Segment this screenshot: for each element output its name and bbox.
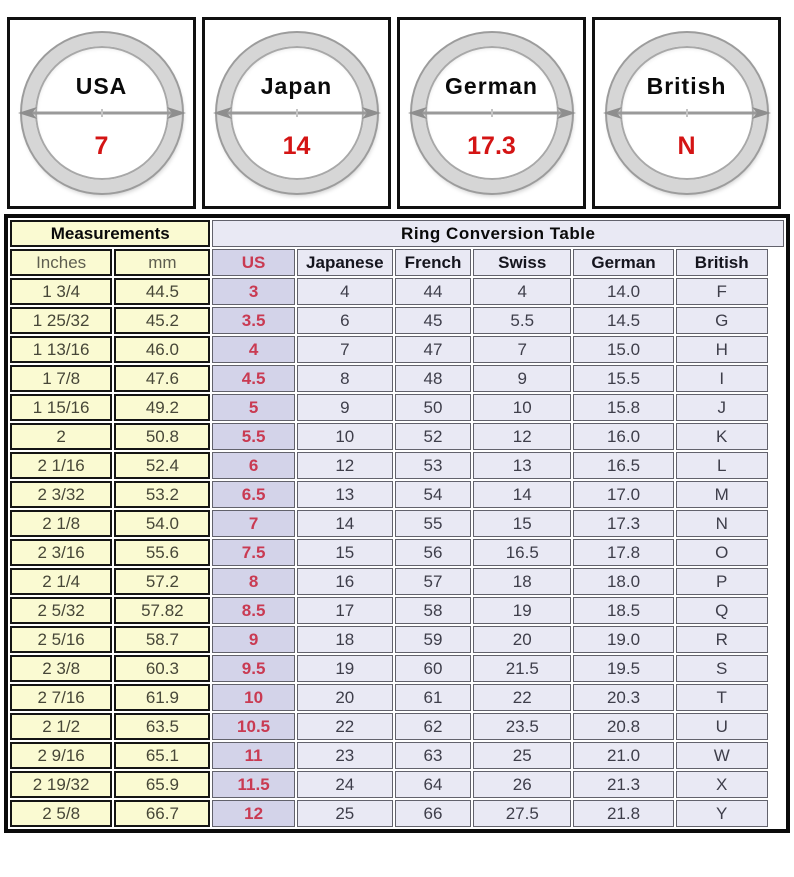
ring-country-label: German [445, 73, 538, 99]
ring-diagram-british [592, 17, 781, 209]
cell-german: 17.0 [573, 481, 673, 508]
cell-mm: 65.9 [114, 771, 210, 798]
table-row [10, 394, 784, 421]
cell-mm: 55.6 [114, 539, 210, 566]
ring-diagram-usa [7, 17, 196, 209]
cell-french: 60 [395, 655, 471, 682]
cell-mm: 47.6 [114, 365, 210, 392]
cell-swiss: 25 [473, 742, 571, 769]
cell-filler [770, 713, 784, 740]
cell-filler [770, 597, 784, 624]
cell-japanese: 10 [297, 423, 393, 450]
cell-swiss: 4 [473, 278, 571, 305]
cell-inches: 2 1/4 [10, 568, 112, 595]
cell-swiss: 14 [473, 481, 571, 508]
cell-mm: 46.0 [114, 336, 210, 363]
cell-inches: 1 3/4 [10, 278, 112, 305]
cell-inches: 2 19/32 [10, 771, 112, 798]
cell-german: 14.0 [573, 278, 673, 305]
cell-swiss: 18 [473, 568, 571, 595]
cell-japanese: 23 [297, 742, 393, 769]
cell-german: 21.8 [573, 800, 673, 827]
cell-swiss: 21.5 [473, 655, 571, 682]
cell-filler [770, 423, 784, 450]
cell-japanese: 20 [297, 684, 393, 711]
section-header-row [10, 220, 784, 247]
measurements-header: Measurements [10, 220, 210, 247]
cell-japanese: 12 [297, 452, 393, 479]
cell-inches: 1 15/16 [10, 394, 112, 421]
cell-german: 19.5 [573, 655, 673, 682]
cell-swiss: 27.5 [473, 800, 571, 827]
cell-filler [770, 481, 784, 508]
cell-british: U [676, 713, 768, 740]
cell-filler [770, 539, 784, 566]
cell-british: L [676, 452, 768, 479]
cell-filler [770, 307, 784, 334]
table-row [10, 655, 784, 682]
table-row [10, 452, 784, 479]
cell-german: 21.0 [573, 742, 673, 769]
table-row [10, 539, 784, 566]
cell-inches: 2 5/32 [10, 597, 112, 624]
cell-inches: 2 1/8 [10, 510, 112, 537]
cell-german: 18.5 [573, 597, 673, 624]
cell-us: 4.5 [212, 365, 294, 392]
cell-british: N [676, 510, 768, 537]
ring-country-label: USA [75, 73, 128, 99]
cell-german: 16.0 [573, 423, 673, 450]
cell-swiss: 9 [473, 365, 571, 392]
cell-british: Y [676, 800, 768, 827]
cell-british: W [676, 742, 768, 769]
table-row [10, 713, 784, 740]
col-header-british: British [676, 249, 768, 276]
conversion-table-title: Ring Conversion Table [212, 220, 784, 247]
cell-mm: 66.7 [114, 800, 210, 827]
cell-japanese: 25 [297, 800, 393, 827]
diameter-arrow-icon [18, 104, 186, 122]
col-header-japanese: Japanese [297, 249, 393, 276]
cell-british: R [676, 626, 768, 653]
cell-inches: 2 9/16 [10, 742, 112, 769]
table-row [10, 568, 784, 595]
cell-filler [770, 365, 784, 392]
cell-japanese: 15 [297, 539, 393, 566]
cell-british: H [676, 336, 768, 363]
ring-country-label: British [646, 73, 727, 99]
cell-mm: 45.2 [114, 307, 210, 334]
cell-german: 18.0 [573, 568, 673, 595]
diameter-arrow-icon [213, 104, 381, 122]
cell-japanese: 7 [297, 336, 393, 363]
table-row [10, 336, 784, 363]
table-row [10, 423, 784, 450]
cell-mm: 53.2 [114, 481, 210, 508]
cell-french: 54 [395, 481, 471, 508]
cell-british: P [676, 568, 768, 595]
cell-us: 12 [212, 800, 294, 827]
cell-british: J [676, 394, 768, 421]
ring-diagram-german [397, 17, 586, 209]
cell-us: 10.5 [212, 713, 294, 740]
table-row [10, 684, 784, 711]
diameter-arrow-icon [603, 104, 771, 122]
cell-filler [770, 452, 784, 479]
cell-german: 20.8 [573, 713, 673, 740]
cell-us: 11 [212, 742, 294, 769]
cell-british: M [676, 481, 768, 508]
cell-mm: 54.0 [114, 510, 210, 537]
cell-us: 7.5 [212, 539, 294, 566]
table-row [10, 278, 784, 305]
cell-mm: 65.1 [114, 742, 210, 769]
cell-filler [770, 742, 784, 769]
cell-filler [770, 510, 784, 537]
cell-us: 6.5 [212, 481, 294, 508]
cell-mm: 50.8 [114, 423, 210, 450]
cell-british: I [676, 365, 768, 392]
cell-british: T [676, 684, 768, 711]
ring-conversion-table [4, 214, 790, 833]
cell-british: G [676, 307, 768, 334]
cell-british: Q [676, 597, 768, 624]
cell-french: 53 [395, 452, 471, 479]
cell-inches: 2 3/32 [10, 481, 112, 508]
cell-japanese: 9 [297, 394, 393, 421]
cell-inches: 2 3/16 [10, 539, 112, 566]
cell-german: 14.5 [573, 307, 673, 334]
cell-swiss: 12 [473, 423, 571, 450]
cell-french: 44 [395, 278, 471, 305]
cell-german: 21.3 [573, 771, 673, 798]
cell-us: 6 [212, 452, 294, 479]
col-header-german: German [573, 249, 673, 276]
cell-japanese: 17 [297, 597, 393, 624]
cell-inches: 2 1/16 [10, 452, 112, 479]
cell-inches: 2 5/16 [10, 626, 112, 653]
cell-japanese: 19 [297, 655, 393, 682]
col-header-french: French [395, 249, 471, 276]
cell-french: 55 [395, 510, 471, 537]
cell-inches: 2 5/8 [10, 800, 112, 827]
cell-french: 61 [395, 684, 471, 711]
table-row [10, 307, 784, 334]
cell-filler [770, 684, 784, 711]
cell-swiss: 23.5 [473, 713, 571, 740]
cell-filler [770, 771, 784, 798]
col-header-us: US [212, 249, 294, 276]
cell-inches: 2 7/16 [10, 684, 112, 711]
cell-british: X [676, 771, 768, 798]
table-row [10, 626, 784, 653]
cell-filler [770, 336, 784, 363]
cell-filler [770, 800, 784, 827]
cell-swiss: 16.5 [473, 539, 571, 566]
cell-japanese: 24 [297, 771, 393, 798]
cell-german: 20.3 [573, 684, 673, 711]
cell-japanese: 13 [297, 481, 393, 508]
col-header-mm: mm [114, 249, 210, 276]
cell-inches: 2 1/2 [10, 713, 112, 740]
cell-french: 50 [395, 394, 471, 421]
cell-japanese: 8 [297, 365, 393, 392]
cell-swiss: 20 [473, 626, 571, 653]
cell-japanese: 18 [297, 626, 393, 653]
cell-us: 8.5 [212, 597, 294, 624]
ring-size-value: 7 [94, 132, 109, 160]
cell-german: 17.8 [573, 539, 673, 566]
ring-diagram-japan [202, 17, 391, 209]
cell-german: 15.5 [573, 365, 673, 392]
cell-us: 9 [212, 626, 294, 653]
cell-inches: 1 7/8 [10, 365, 112, 392]
table-row [10, 742, 784, 769]
ring-country-label: Japan [260, 73, 333, 99]
cell-german: 15.0 [573, 336, 673, 363]
cell-french: 56 [395, 539, 471, 566]
cell-filler [770, 655, 784, 682]
cell-french: 58 [395, 597, 471, 624]
cell-mm: 57.82 [114, 597, 210, 624]
cell-swiss: 26 [473, 771, 571, 798]
cell-us: 7 [212, 510, 294, 537]
table-row [10, 597, 784, 624]
cell-french: 45 [395, 307, 471, 334]
cell-french: 48 [395, 365, 471, 392]
cell-us: 11.5 [212, 771, 294, 798]
cell-mm: 60.3 [114, 655, 210, 682]
cell-japanese: 6 [297, 307, 393, 334]
cell-mm: 57.2 [114, 568, 210, 595]
cell-french: 66 [395, 800, 471, 827]
cell-german: 19.0 [573, 626, 673, 653]
cell-swiss: 22 [473, 684, 571, 711]
cell-british: S [676, 655, 768, 682]
table-row [10, 481, 784, 508]
cell-mm: 52.4 [114, 452, 210, 479]
column-header-row [10, 249, 784, 276]
ring-size-value: 17.3 [467, 132, 516, 160]
cell-inches: 2 [10, 423, 112, 450]
cell-us: 5 [212, 394, 294, 421]
header-filler [770, 249, 784, 276]
cell-japanese: 16 [297, 568, 393, 595]
cell-french: 57 [395, 568, 471, 595]
cell-us: 10 [212, 684, 294, 711]
cell-german: 16.5 [573, 452, 673, 479]
cell-inches: 2 3/8 [10, 655, 112, 682]
cell-swiss: 13 [473, 452, 571, 479]
cell-german: 17.3 [573, 510, 673, 537]
cell-french: 63 [395, 742, 471, 769]
cell-french: 62 [395, 713, 471, 740]
table-row [10, 800, 784, 827]
cell-mm: 58.7 [114, 626, 210, 653]
cell-inches: 1 25/32 [10, 307, 112, 334]
cell-filler [770, 278, 784, 305]
col-header-swiss: Swiss [473, 249, 571, 276]
cell-british: F [676, 278, 768, 305]
ring-size-value: N [677, 132, 696, 160]
table-row [10, 510, 784, 537]
diameter-arrow-icon [408, 104, 576, 122]
cell-us: 8 [212, 568, 294, 595]
cell-swiss: 15 [473, 510, 571, 537]
cell-mm: 63.5 [114, 713, 210, 740]
cell-french: 47 [395, 336, 471, 363]
cell-swiss: 7 [473, 336, 571, 363]
cell-mm: 44.5 [114, 278, 210, 305]
cell-british: K [676, 423, 768, 450]
cell-german: 15.8 [573, 394, 673, 421]
ring-diagrams [0, 0, 794, 212]
cell-swiss: 19 [473, 597, 571, 624]
cell-french: 64 [395, 771, 471, 798]
cell-filler [770, 568, 784, 595]
table-row [10, 365, 784, 392]
cell-us: 3.5 [212, 307, 294, 334]
cell-french: 59 [395, 626, 471, 653]
cell-japanese: 14 [297, 510, 393, 537]
table-row [10, 771, 784, 798]
cell-us: 5.5 [212, 423, 294, 450]
cell-inches: 1 13/16 [10, 336, 112, 363]
ring-size-value: 14 [282, 132, 311, 160]
cell-british: O [676, 539, 768, 566]
cell-us: 3 [212, 278, 294, 305]
cell-japanese: 4 [297, 278, 393, 305]
cell-swiss: 5.5 [473, 307, 571, 334]
col-header-inches: Inches [10, 249, 112, 276]
cell-us: 4 [212, 336, 294, 363]
cell-filler [770, 626, 784, 653]
cell-japanese: 22 [297, 713, 393, 740]
cell-filler [770, 394, 784, 421]
cell-mm: 49.2 [114, 394, 210, 421]
cell-us: 9.5 [212, 655, 294, 682]
cell-mm: 61.9 [114, 684, 210, 711]
cell-swiss: 10 [473, 394, 571, 421]
cell-french: 52 [395, 423, 471, 450]
